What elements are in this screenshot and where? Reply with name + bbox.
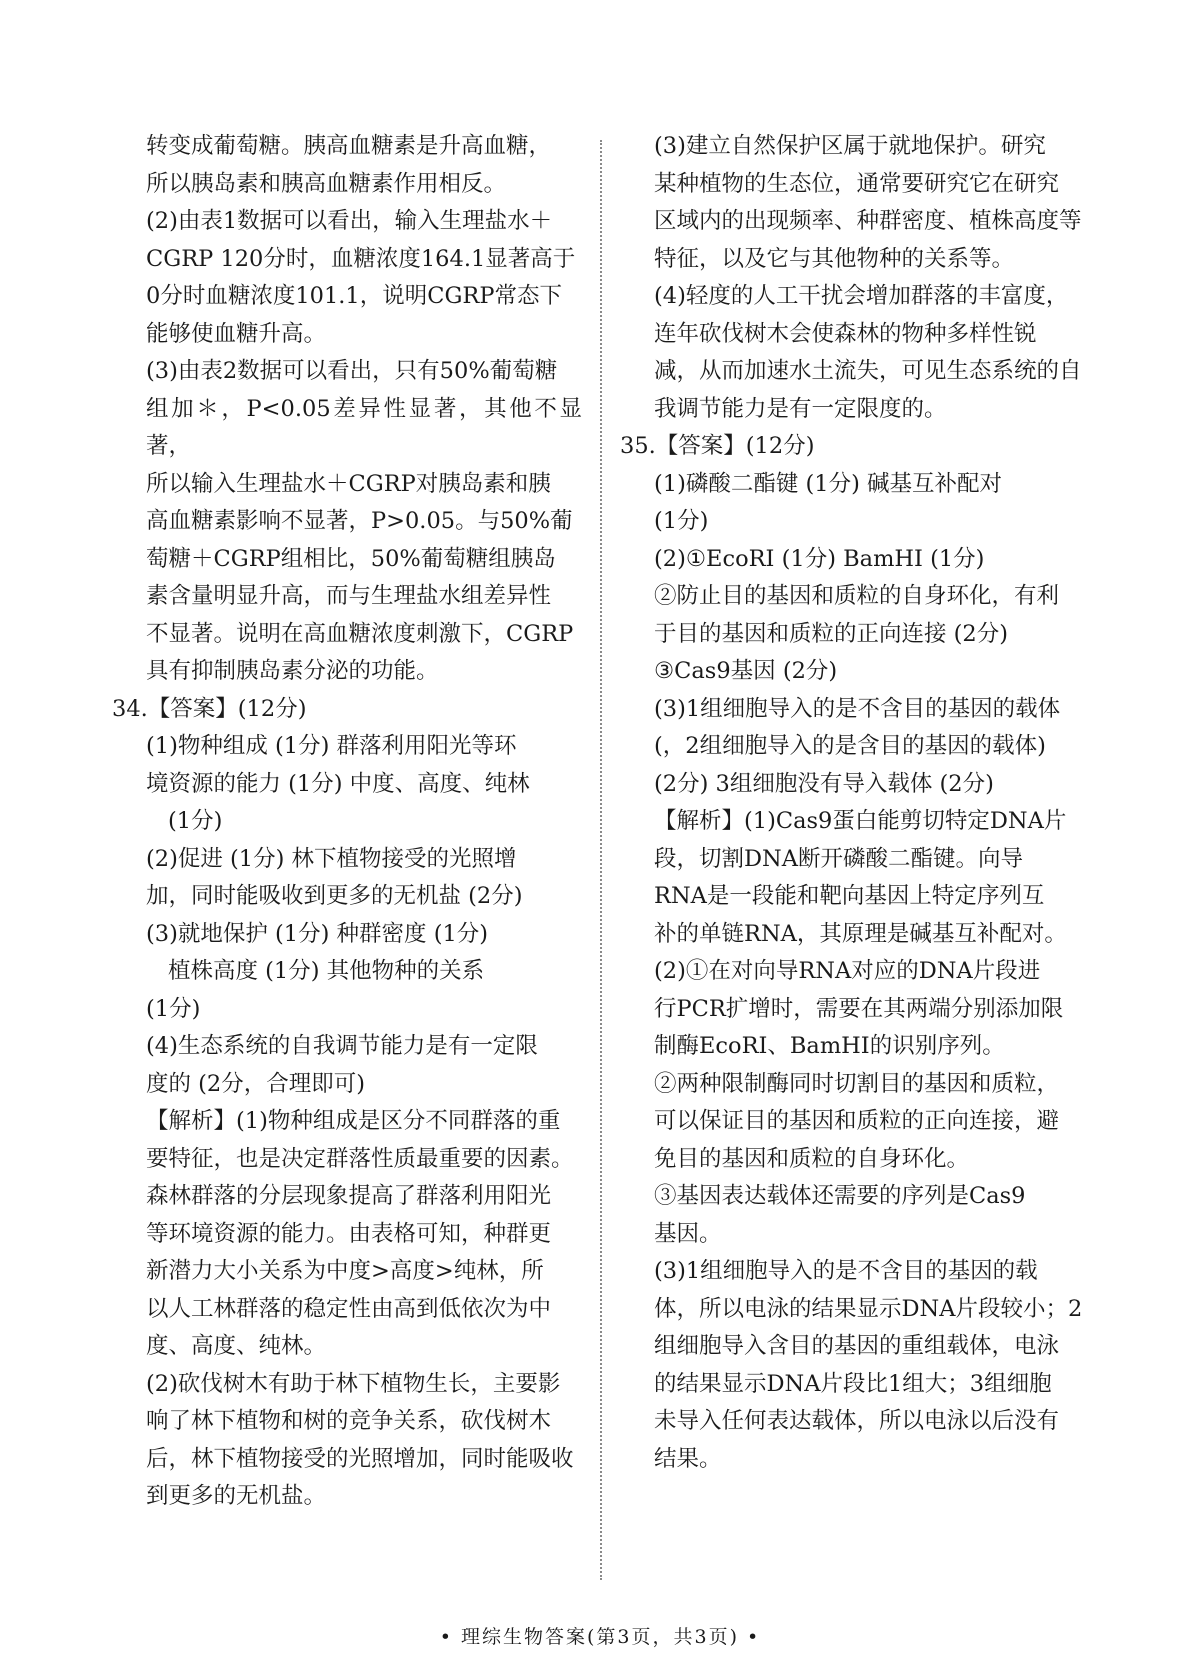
text-line: RNA是一段能和靶向基因上特定序列互 [654, 883, 1045, 909]
text-line: 可以保证目的基因和质粒的正向连接，避 [654, 1108, 1060, 1134]
text-line: (2)由表1数据可以看出，输入生理盐水＋ [146, 208, 553, 234]
text-line: 结果。 [654, 1445, 722, 1472]
text-line: 组细胞导入含目的基因的重组载体，电泳 [654, 1333, 1060, 1359]
text-line: 未导入任何表达载体，所以电泳以后没有 [654, 1408, 1060, 1434]
text-line: 连年砍伐树木会使森林的物种多样性锐 [654, 320, 1037, 347]
text-line: 能够使血糖升高。 [146, 320, 327, 347]
text-line: 0分时血糖浓度101.1，说明CGRP常态下 [146, 283, 562, 309]
text-line: (2)促进 (1分) 林下植物接受的光照增 [146, 845, 517, 872]
text-line: 转变成葡萄糖。胰高血糖素是升高血糖， [146, 133, 552, 159]
text-line: 的结果显示DNA片段比1组大；3组细胞 [654, 1370, 1052, 1397]
text-line: 减，从而加速水土流失，可见生态系统的自 [654, 358, 1082, 384]
text-line: ②两种限制酶同时切割目的基因和质粒， [654, 1070, 1060, 1097]
text-line: 体，所以电泳的结果显示DNA片段较小；2 [654, 1295, 1083, 1322]
text-line: 不显著。说明在高血糖浓度刺激下，CGRP [146, 620, 574, 647]
text-line: 组加＊，P<0.05差异性显著，其他不显著， [146, 395, 582, 459]
text-line: (3)就地保护 (1分) 种群密度 (1分) [146, 920, 489, 947]
text-line: 段，切割DNA断开磷酸二酯键。向导 [654, 845, 1023, 872]
text-line: 【解析】(1)Cas9蛋白能剪切特定DNA片 [654, 808, 1067, 834]
text-line: 萄糖＋CGRP组相比，50%葡萄糖组胰岛 [146, 545, 556, 572]
text-line: ③Cas9基因 (2分) [654, 658, 838, 684]
text-line: 素含量明显升高，而与生理盐水组差异性 [146, 583, 552, 609]
text-line: 度的 (2分，合理即可) [146, 1070, 366, 1097]
text-line: 等环境资源的能力。由表格可知，种群更 [146, 1220, 552, 1247]
text-line: 特征，以及它与其他物种的关系等。 [654, 245, 1015, 272]
text-line: 植株高度 (1分) 其他物种的关系 [168, 958, 485, 984]
text-line: 要特征，也是决定群落性质最重要的因素。 [146, 1145, 574, 1172]
text-line: 新潜力大小关系为中度>高度>纯林，所 [146, 1258, 544, 1284]
text-line: (3)1组细胞导入的是不含目的基因的载体 [654, 695, 1061, 722]
text-line: (1)物种组成 (1分) 群落利用阳光等环 [146, 733, 517, 759]
column-divider [600, 140, 602, 1580]
text-line: 【解析】(1)物种组成是区分不同群落的重 [146, 1108, 561, 1134]
text-line: 度、高度、纯林。 [146, 1333, 327, 1359]
page-footer: • 理综生物答案(第3页，共3页) • [439, 1626, 761, 1648]
text-line: 34.【答案】(12分) [112, 695, 307, 722]
text-line: 行PCR扩增时，需要在其两端分别添加限 [654, 995, 1064, 1022]
text-line: 所以胰岛素和胰高血糖素作用相反。 [146, 170, 507, 197]
text-line: 森林群落的分层现象提高了群落利用阳光 [146, 1183, 552, 1209]
text-line: (1分) [146, 995, 201, 1022]
text-line: (1)磷酸二酯键 (1分) 碱基互补配对 [654, 470, 1003, 497]
text-line: 以人工林群落的稳定性由高到低依次为中 [146, 1295, 552, 1322]
text-line: 境资源的能力 (1分) 中度、高度、纯林 [146, 770, 530, 797]
text-line: 我调节能力是有一定限度的。 [654, 395, 947, 422]
text-line: (2)①EcoRⅠ (1分) BamHⅠ (1分) [654, 545, 985, 572]
text-line: 加，同时能吸收到更多的无机盐 (2分) [146, 883, 523, 909]
text-line: 高血糖素影响不显著，P>0.05。与50%葡 [146, 508, 573, 534]
text-line: (4)生态系统的自我调节能力是有一定限 [146, 1033, 538, 1059]
text-line: 后，林下植物接受的光照增加，同时能吸收 [146, 1445, 574, 1472]
text-line: 到更多的无机盐。 [146, 1483, 327, 1509]
left-column [112, 128, 582, 1516]
text-line: (，2组细胞导入的是含目的基因的载体) [654, 733, 1046, 759]
right-column [620, 128, 1090, 1478]
text-line: 于目的基因和质粒的正向连接 (2分) [654, 620, 1009, 647]
text-line: (2)砍伐树木有助于林下植物生长，主要影 [146, 1370, 561, 1397]
text-line: 制酶EcoRⅠ、BamHⅠ的识别序列。 [654, 1033, 1005, 1059]
text-line: (3)建立自然保护区属于就地保护。研究 [654, 133, 1046, 159]
text-line: ②防止目的基因和质粒的自身环化，有利 [654, 583, 1060, 609]
text-line: 所以输入生理盐水＋CGRP对胰岛素和胰 [146, 470, 551, 497]
text-line: 具有抑制胰岛素分泌的功能。 [146, 658, 439, 684]
text-line: ③基因表达载体还需要的序列是Cas9 [654, 1183, 1026, 1209]
text-line: (4)轻度的人工干扰会增加群落的丰富度， [654, 283, 1069, 309]
text-line: 基因。 [654, 1220, 722, 1247]
text-line: (2分) 3组细胞没有导入载体 (2分) [654, 770, 994, 797]
text-line: (2)①在对向导RNA对应的DNA片段进 [654, 958, 1041, 984]
text-line: 免目的基因和质粒的自身环化。 [654, 1145, 970, 1172]
text-line: 补的单链RNA，其原理是碱基互补配对。 [654, 920, 1067, 947]
text-line: 35.【答案】(12分) [620, 433, 815, 459]
text-line: 响了林下植物和树的竞争关系，砍伐树木 [146, 1408, 552, 1434]
text-line: CGRP 120分时，血糖浓度164.1显著高于 [146, 245, 576, 272]
text-line: 区域内的出现频率、种群密度、植株高度等 [654, 208, 1082, 234]
text-line: (1分) [654, 508, 709, 534]
text-line: (3)1组细胞导入的是不含目的基因的载 [654, 1258, 1038, 1284]
text-line: 某种植物的生态位，通常要研究它在研究 [654, 170, 1060, 197]
text-line: (3)由表2数据可以看出，只有50%葡萄糖 [146, 358, 558, 384]
text-line: (1分) [168, 808, 223, 834]
